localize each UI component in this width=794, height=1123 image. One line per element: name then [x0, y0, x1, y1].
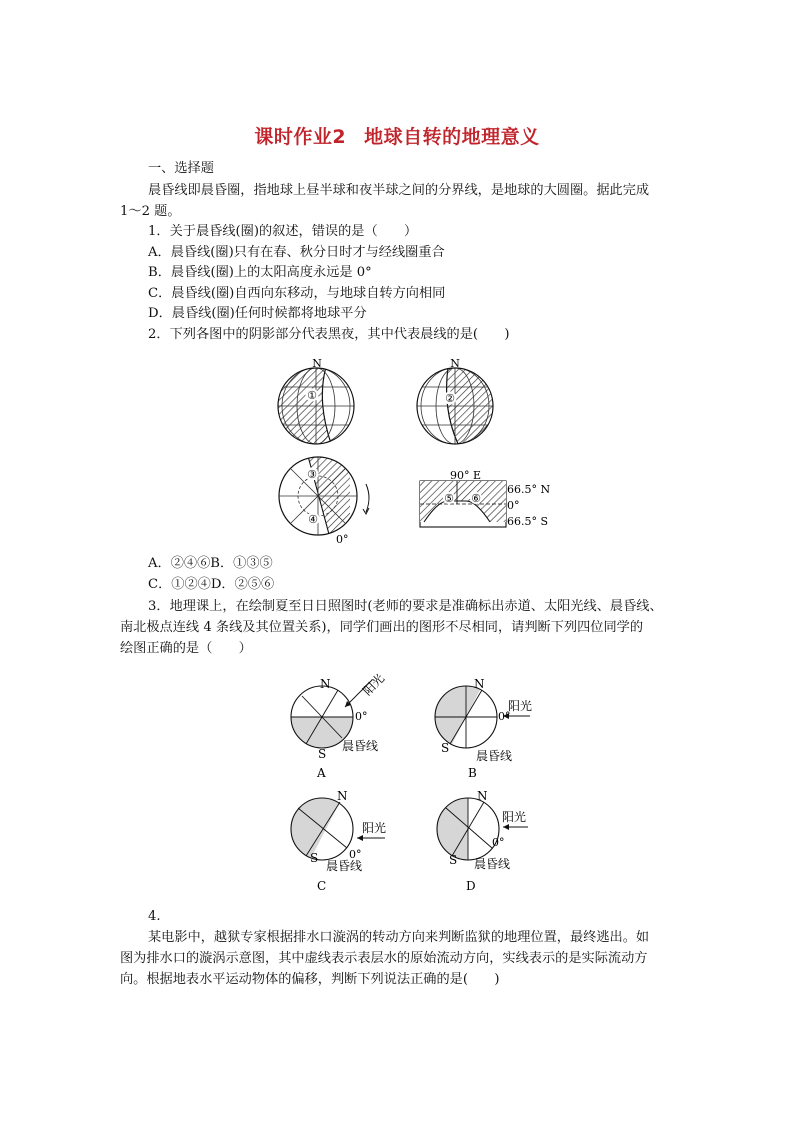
- marker-3: ③: [307, 468, 317, 481]
- q4-line-3: 向。根据地表水平运动物体的偏移，判断下列说法正确的是( ): [120, 972, 500, 987]
- b-north-label: N: [474, 677, 485, 691]
- q2-globe-3-polar: [279, 454, 369, 546]
- c-south-label: S: [310, 851, 319, 865]
- a-sunlight-label: 阳光: [360, 671, 388, 699]
- lat-66n-label: 66.5° N: [507, 483, 551, 496]
- q3-diagram-c: [291, 789, 386, 893]
- d-sunlight-label: 阳光: [502, 810, 527, 824]
- marker-4: ④: [308, 513, 318, 526]
- q2-figure: [0, 350, 794, 550]
- b-south-label: S: [441, 741, 450, 755]
- intro-line-1: 晨昏线即晨昏圈，指地球上昼半球和夜半球之间的分界线，是地球的大圆圈。据此完成: [148, 183, 650, 198]
- marker-1: ①: [307, 389, 317, 402]
- q1-stem: 1．关于晨昏线(圈)的叙述，错误的是（ ）: [148, 224, 418, 239]
- q2-map-4: [420, 469, 550, 528]
- q3-figure: [0, 665, 794, 905]
- q3-stem-line-1: 3．地理课上，在绘制夏至日日照图时(老师的要求是准确标出赤道、太阳光线、晨昏线、: [148, 599, 663, 614]
- b-terminator-label: 晨昏线: [476, 749, 513, 763]
- c-sunlight-label: 阳光: [362, 821, 387, 835]
- q4-line-2: 图为排水口的漩涡示意图，其中虚线表示表层水的原始流动方向，实线表示的是实际流动方: [120, 951, 648, 966]
- marker-6: ⑥: [471, 492, 481, 505]
- b-caption: B: [468, 766, 477, 780]
- a-north-label: N: [320, 677, 331, 691]
- page-title: [0, 122, 794, 149]
- a-south-label: S: [318, 747, 327, 761]
- q2-options-line-2: C．①②④D．②⑤⑥: [148, 577, 275, 592]
- q3-stem-line-3: 绘图正确的是（ ）: [120, 641, 252, 656]
- lat-66s-label: 66.5° S: [507, 515, 549, 528]
- q2-globe-1: [270, 357, 360, 452]
- q1-option-d: D．晨昏线(圈)任何时候都将地球平分: [148, 306, 367, 321]
- q2-options-line-1: A．②④⑥B．①③⑤: [148, 556, 273, 571]
- section-heading: 一、选择题: [148, 161, 214, 176]
- q3-diagram-a: [291, 671, 387, 780]
- b-sunlight-label: 阳光: [508, 699, 533, 713]
- c-north-label: N: [337, 789, 348, 803]
- q2-globe-2: [410, 357, 500, 452]
- q3-stem-line-2: 南北极点连线 4 条线及其位置关系)，同学们画出的图形不尽相同，请判断下列四位同学的: [120, 620, 644, 635]
- q3-diagram-b: [435, 677, 532, 780]
- q3-diagram-d: [437, 789, 528, 893]
- a-caption: A: [317, 766, 326, 780]
- title-part1: 课时作业2: [254, 126, 347, 148]
- c-terminator-label: 晨昏线: [326, 859, 363, 873]
- q4-number: 4.: [148, 909, 161, 924]
- a-terminator-label: 晨昏线: [342, 739, 379, 753]
- q1-option-a: A．晨昏线(圈)只有在春、秋分日时才与经线圈重合: [148, 245, 445, 260]
- a-equator-label: 0°: [355, 710, 368, 723]
- q1-option-b: B．晨昏线(圈)上的太阳高度永远是 0°: [148, 265, 372, 280]
- d-north-label: N: [477, 789, 488, 803]
- c-equator-label: 0°: [349, 848, 362, 861]
- d-terminator-label: 晨昏线: [474, 857, 511, 871]
- north-label-2: N: [450, 357, 460, 370]
- d-caption: D: [466, 879, 476, 893]
- q4-line-1: 某电影中，越狱专家根据排水口漩涡的转动方向来判断监狱的地理位置，最终逃出。如: [148, 930, 650, 945]
- lat-0-label: 0°: [507, 499, 520, 512]
- lon-90e-label: 90° E: [450, 469, 482, 482]
- d-south-label: S: [449, 853, 458, 867]
- title-part2: 地球自转的地理意义: [364, 126, 540, 148]
- prime-meridian-label: 0°: [336, 533, 349, 546]
- b-equator-label: 0°: [498, 710, 511, 723]
- d-equator-label: 0°: [492, 836, 505, 849]
- north-label-1: N: [312, 357, 322, 370]
- marker-2: ②: [445, 392, 455, 405]
- q1-option-c: C．晨昏线(圈)自西向东移动，与地球自转方向相同: [148, 286, 446, 301]
- marker-5: ⑤: [444, 492, 454, 505]
- intro-line-2: 1～2 题。: [120, 204, 181, 219]
- c-caption: C: [317, 879, 327, 893]
- q2-stem: 2．下列各图中的阴影部分代表黑夜，其中代表晨线的是( ): [148, 327, 510, 342]
